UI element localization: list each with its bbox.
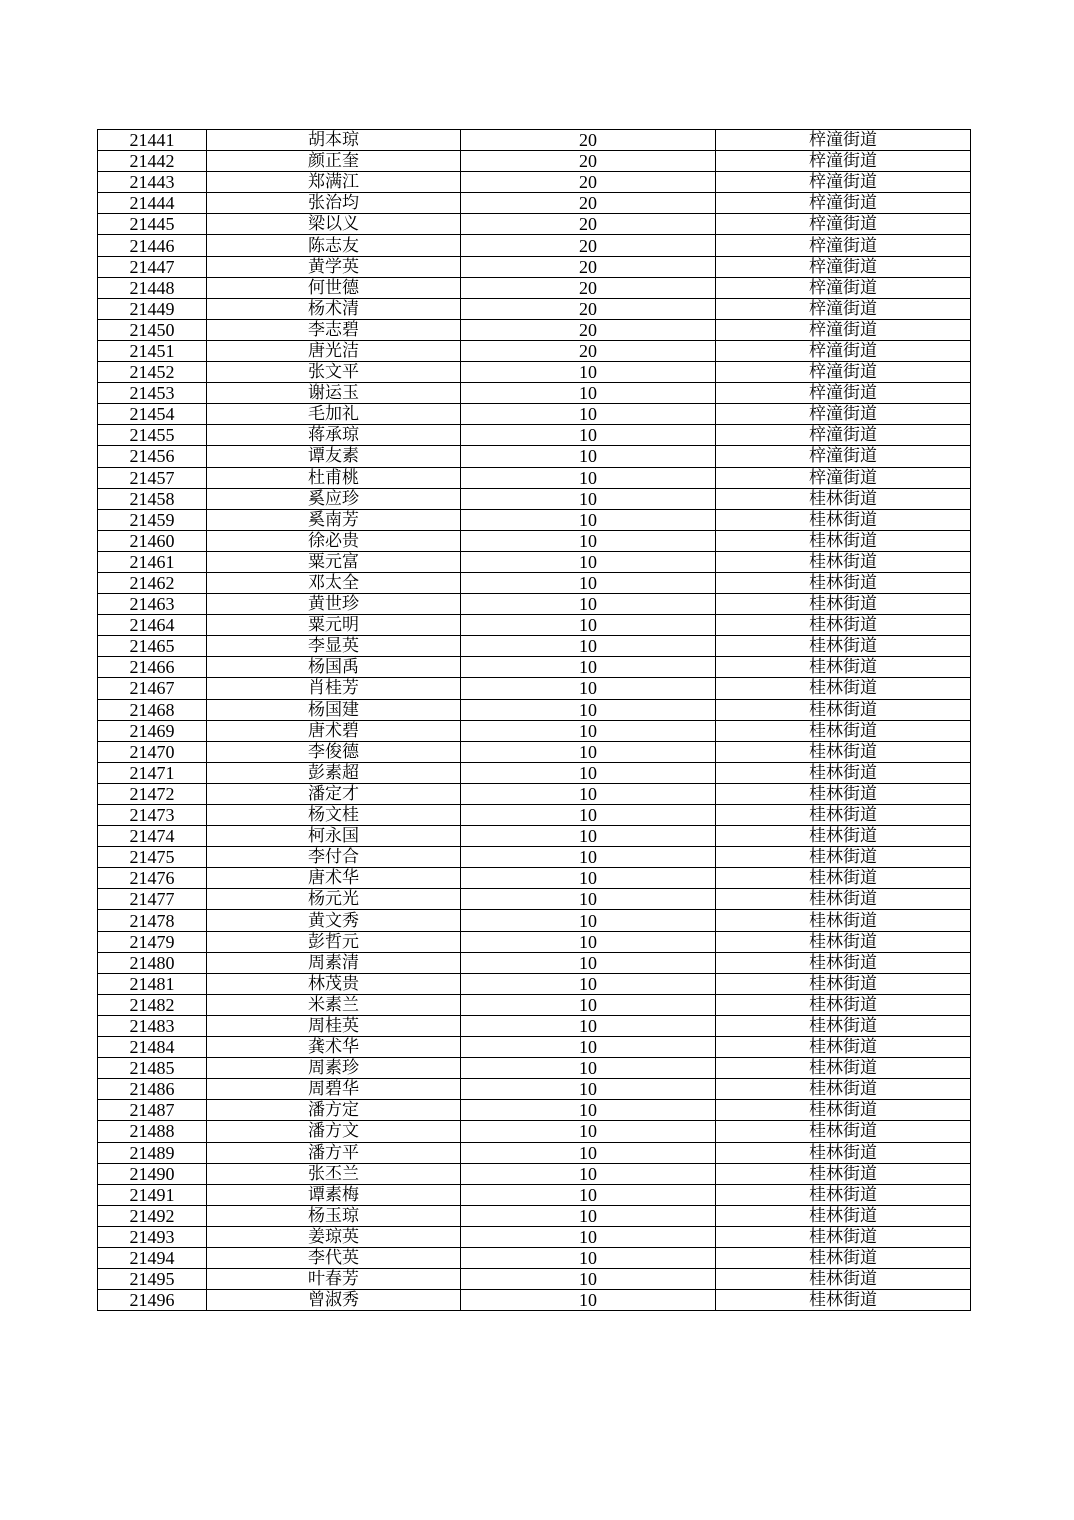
cell-amount: 20 — [461, 151, 716, 172]
cell-serial-number: 21496 — [98, 1290, 207, 1311]
cell-amount: 10 — [461, 762, 716, 783]
cell-name: 粟元富 — [207, 551, 461, 572]
cell-serial-number: 21477 — [98, 889, 207, 910]
cell-serial-number: 21441 — [98, 130, 207, 151]
table-row — [98, 889, 971, 910]
cell-street: 桂林街道 — [716, 699, 971, 720]
cell-amount: 20 — [461, 235, 716, 256]
cell-street: 梓潼街道 — [716, 235, 971, 256]
cell-serial-number: 21457 — [98, 467, 207, 488]
cell-serial-number: 21442 — [98, 151, 207, 172]
cell-name: 蒋承琼 — [207, 425, 461, 446]
cell-street: 梓潼街道 — [716, 151, 971, 172]
cell-name: 谢运玉 — [207, 383, 461, 404]
cell-amount: 10 — [461, 889, 716, 910]
cell-name: 李代英 — [207, 1247, 461, 1268]
cell-name: 谭友素 — [207, 446, 461, 467]
cell-serial-number: 21458 — [98, 488, 207, 509]
table-row — [98, 277, 971, 298]
cell-amount: 10 — [461, 636, 716, 657]
cell-serial-number: 21494 — [98, 1247, 207, 1268]
cell-amount: 20 — [461, 130, 716, 151]
cell-street: 桂林街道 — [716, 952, 971, 973]
table-row — [98, 383, 971, 404]
cell-name: 杜甫桃 — [207, 467, 461, 488]
cell-serial-number: 21452 — [98, 362, 207, 383]
cell-serial-number: 21473 — [98, 805, 207, 826]
cell-amount: 20 — [461, 340, 716, 361]
cell-name: 黄文秀 — [207, 910, 461, 931]
cell-amount: 10 — [461, 615, 716, 636]
cell-serial-number: 21466 — [98, 657, 207, 678]
cell-street: 桂林街道 — [716, 1184, 971, 1205]
table-row — [98, 1290, 971, 1311]
cell-serial-number: 21475 — [98, 847, 207, 868]
cell-serial-number: 21455 — [98, 425, 207, 446]
cell-name: 龚术华 — [207, 1037, 461, 1058]
cell-street: 桂林街道 — [716, 636, 971, 657]
cell-serial-number: 21491 — [98, 1184, 207, 1205]
cell-street: 桂林街道 — [716, 1142, 971, 1163]
cell-name: 杨文桂 — [207, 805, 461, 826]
cell-street: 梓潼街道 — [716, 298, 971, 319]
table-row — [98, 1142, 971, 1163]
cell-amount: 10 — [461, 1226, 716, 1247]
table-row — [98, 1015, 971, 1036]
table-row — [98, 1100, 971, 1121]
cell-amount: 10 — [461, 868, 716, 889]
cell-street: 梓潼街道 — [716, 277, 971, 298]
cell-amount: 10 — [461, 783, 716, 804]
table-row — [98, 910, 971, 931]
cell-amount: 10 — [461, 1290, 716, 1311]
table-row — [98, 636, 971, 657]
cell-serial-number: 21479 — [98, 931, 207, 952]
cell-street: 桂林街道 — [716, 1058, 971, 1079]
table-row — [98, 298, 971, 319]
cell-amount: 10 — [461, 551, 716, 572]
table-row — [98, 172, 971, 193]
cell-street: 桂林街道 — [716, 741, 971, 762]
cell-street: 桂林街道 — [716, 973, 971, 994]
cell-serial-number: 21462 — [98, 572, 207, 593]
table-row — [98, 1269, 971, 1290]
cell-name: 黄学英 — [207, 256, 461, 277]
cell-amount: 10 — [461, 425, 716, 446]
cell-amount: 10 — [461, 1269, 716, 1290]
cell-serial-number: 21463 — [98, 594, 207, 615]
cell-serial-number: 21443 — [98, 172, 207, 193]
table-row — [98, 994, 971, 1015]
cell-serial-number: 21490 — [98, 1163, 207, 1184]
cell-street: 桂林街道 — [716, 1226, 971, 1247]
cell-street: 桂林街道 — [716, 868, 971, 889]
cell-serial-number: 21449 — [98, 298, 207, 319]
cell-street: 桂林街道 — [716, 762, 971, 783]
cell-amount: 10 — [461, 362, 716, 383]
cell-name: 张治均 — [207, 193, 461, 214]
cell-street: 桂林街道 — [716, 1247, 971, 1268]
cell-amount: 20 — [461, 256, 716, 277]
cell-serial-number: 21481 — [98, 973, 207, 994]
cell-street: 桂林街道 — [716, 805, 971, 826]
cell-street: 桂林街道 — [716, 1269, 971, 1290]
cell-street: 桂林街道 — [716, 720, 971, 741]
cell-street: 桂林街道 — [716, 1015, 971, 1036]
cell-name: 杨玉琼 — [207, 1205, 461, 1226]
cell-serial-number: 21456 — [98, 446, 207, 467]
cell-street: 桂林街道 — [716, 783, 971, 804]
cell-name: 李付合 — [207, 847, 461, 868]
table-row — [98, 805, 971, 826]
cell-name: 邓太全 — [207, 572, 461, 593]
cell-name: 唐光洁 — [207, 340, 461, 361]
cell-name: 梁以义 — [207, 214, 461, 235]
cell-street: 桂林街道 — [716, 1100, 971, 1121]
table-row — [98, 783, 971, 804]
cell-name: 周碧华 — [207, 1079, 461, 1100]
cell-name: 曾淑秀 — [207, 1290, 461, 1311]
cell-amount: 10 — [461, 509, 716, 530]
cell-name: 杨术清 — [207, 298, 461, 319]
cell-street: 桂林街道 — [716, 594, 971, 615]
table-row — [98, 973, 971, 994]
cell-name: 潘方文 — [207, 1121, 461, 1142]
table-body — [98, 130, 971, 1311]
cell-amount: 20 — [461, 193, 716, 214]
cell-serial-number: 21469 — [98, 720, 207, 741]
table-row — [98, 488, 971, 509]
cell-name: 杨国建 — [207, 699, 461, 720]
table-row — [98, 530, 971, 551]
cell-name: 唐术碧 — [207, 720, 461, 741]
cell-serial-number: 21468 — [98, 699, 207, 720]
cell-name: 彭素超 — [207, 762, 461, 783]
table-row — [98, 762, 971, 783]
cell-amount: 20 — [461, 277, 716, 298]
cell-name: 陈志友 — [207, 235, 461, 256]
cell-amount: 10 — [461, 1205, 716, 1226]
cell-street: 桂林街道 — [716, 678, 971, 699]
cell-amount: 10 — [461, 931, 716, 952]
cell-street: 桂林街道 — [716, 994, 971, 1015]
cell-amount: 20 — [461, 319, 716, 340]
table-row — [98, 720, 971, 741]
cell-serial-number: 21472 — [98, 783, 207, 804]
cell-street: 梓潼街道 — [716, 319, 971, 340]
cell-serial-number: 21460 — [98, 530, 207, 551]
cell-amount: 10 — [461, 404, 716, 425]
cell-name: 李显英 — [207, 636, 461, 657]
cell-serial-number: 21447 — [98, 256, 207, 277]
cell-amount: 10 — [461, 678, 716, 699]
cell-serial-number: 21487 — [98, 1100, 207, 1121]
cell-street: 桂林街道 — [716, 551, 971, 572]
cell-serial-number: 21483 — [98, 1015, 207, 1036]
cell-amount: 10 — [461, 594, 716, 615]
cell-amount: 10 — [461, 572, 716, 593]
cell-amount: 10 — [461, 741, 716, 762]
cell-amount: 10 — [461, 446, 716, 467]
cell-name: 李俊德 — [207, 741, 461, 762]
cell-serial-number: 21454 — [98, 404, 207, 425]
cell-serial-number: 21474 — [98, 826, 207, 847]
cell-amount: 10 — [461, 805, 716, 826]
table-row — [98, 319, 971, 340]
cell-serial-number: 21488 — [98, 1121, 207, 1142]
cell-serial-number: 21484 — [98, 1037, 207, 1058]
table-row — [98, 847, 971, 868]
table-row — [98, 572, 971, 593]
table-row — [98, 256, 971, 277]
table-row — [98, 551, 971, 572]
cell-street: 桂林街道 — [716, 530, 971, 551]
table-row — [98, 952, 971, 973]
cell-amount: 10 — [461, 1015, 716, 1036]
cell-amount: 10 — [461, 467, 716, 488]
cell-serial-number: 21492 — [98, 1205, 207, 1226]
cell-serial-number: 21467 — [98, 678, 207, 699]
cell-street: 桂林街道 — [716, 931, 971, 952]
cell-name: 叶春芳 — [207, 1269, 461, 1290]
table-row — [98, 193, 971, 214]
cell-amount: 10 — [461, 1184, 716, 1205]
cell-street: 梓潼街道 — [716, 404, 971, 425]
cell-serial-number: 21464 — [98, 615, 207, 636]
table-row — [98, 594, 971, 615]
cell-serial-number: 21444 — [98, 193, 207, 214]
cell-name: 毛加礼 — [207, 404, 461, 425]
cell-name: 何世德 — [207, 277, 461, 298]
cell-name: 粟元明 — [207, 615, 461, 636]
cell-serial-number: 21459 — [98, 509, 207, 530]
cell-street: 梓潼街道 — [716, 172, 971, 193]
cell-serial-number: 21451 — [98, 340, 207, 361]
cell-amount: 10 — [461, 1163, 716, 1184]
cell-street: 桂林街道 — [716, 826, 971, 847]
cell-serial-number: 21486 — [98, 1079, 207, 1100]
cell-amount: 10 — [461, 383, 716, 404]
cell-amount: 20 — [461, 298, 716, 319]
cell-street: 桂林街道 — [716, 488, 971, 509]
cell-name: 奚南芳 — [207, 509, 461, 530]
cell-street: 桂林街道 — [716, 657, 971, 678]
cell-street: 桂林街道 — [716, 847, 971, 868]
cell-name: 郑满江 — [207, 172, 461, 193]
cell-street: 桂林街道 — [716, 910, 971, 931]
table-row — [98, 868, 971, 889]
table-row — [98, 151, 971, 172]
cell-name: 林茂贵 — [207, 973, 461, 994]
table-row — [98, 741, 971, 762]
cell-amount: 10 — [461, 826, 716, 847]
cell-name: 奚应珍 — [207, 488, 461, 509]
table-row — [98, 130, 971, 151]
cell-amount: 20 — [461, 214, 716, 235]
cell-amount: 10 — [461, 1100, 716, 1121]
cell-amount: 10 — [461, 1079, 716, 1100]
cell-street: 桂林街道 — [716, 1163, 971, 1184]
cell-serial-number: 21461 — [98, 551, 207, 572]
cell-amount: 10 — [461, 994, 716, 1015]
cell-name: 谭素梅 — [207, 1184, 461, 1205]
table-row — [98, 362, 971, 383]
cell-name: 柯永国 — [207, 826, 461, 847]
cell-name: 周桂英 — [207, 1015, 461, 1036]
cell-serial-number: 21446 — [98, 235, 207, 256]
cell-name: 杨元光 — [207, 889, 461, 910]
cell-serial-number: 21476 — [98, 868, 207, 889]
table-row — [98, 214, 971, 235]
cell-serial-number: 21485 — [98, 1058, 207, 1079]
cell-street: 梓潼街道 — [716, 214, 971, 235]
cell-street: 梓潼街道 — [716, 467, 971, 488]
cell-amount: 10 — [461, 1142, 716, 1163]
table-row — [98, 826, 971, 847]
cell-serial-number: 21489 — [98, 1142, 207, 1163]
cell-street: 梓潼街道 — [716, 383, 971, 404]
cell-amount: 10 — [461, 1037, 716, 1058]
cell-street: 桂林街道 — [716, 889, 971, 910]
cell-street: 桂林街道 — [716, 1290, 971, 1311]
cell-street: 梓潼街道 — [716, 340, 971, 361]
cell-amount: 10 — [461, 488, 716, 509]
cell-amount: 10 — [461, 657, 716, 678]
table-row — [98, 678, 971, 699]
cell-street: 桂林街道 — [716, 1205, 971, 1226]
table-row — [98, 1163, 971, 1184]
cell-name: 彭哲元 — [207, 931, 461, 952]
table-row — [98, 699, 971, 720]
cell-amount: 10 — [461, 952, 716, 973]
table-row — [98, 509, 971, 530]
cell-street: 梓潼街道 — [716, 256, 971, 277]
cell-name: 姜琼英 — [207, 1226, 461, 1247]
cell-street: 梓潼街道 — [716, 130, 971, 151]
cell-name: 周素珍 — [207, 1058, 461, 1079]
table-row — [98, 1205, 971, 1226]
cell-amount: 10 — [461, 1121, 716, 1142]
cell-name: 颜正奎 — [207, 151, 461, 172]
cell-amount: 10 — [461, 699, 716, 720]
cell-serial-number: 21445 — [98, 214, 207, 235]
cell-serial-number: 21482 — [98, 994, 207, 1015]
cell-name: 肖桂芳 — [207, 678, 461, 699]
cell-amount: 10 — [461, 1058, 716, 1079]
cell-street: 梓潼街道 — [716, 362, 971, 383]
cell-name: 潘方定 — [207, 1100, 461, 1121]
table-row — [98, 340, 971, 361]
table-row — [98, 1247, 971, 1268]
cell-serial-number: 21471 — [98, 762, 207, 783]
cell-serial-number: 21493 — [98, 1226, 207, 1247]
cell-amount: 20 — [461, 172, 716, 193]
table-row — [98, 1037, 971, 1058]
cell-street: 桂林街道 — [716, 509, 971, 530]
cell-amount: 10 — [461, 1247, 716, 1268]
cell-street: 桂林街道 — [716, 1037, 971, 1058]
cell-serial-number: 21453 — [98, 383, 207, 404]
cell-serial-number: 21465 — [98, 636, 207, 657]
cell-serial-number: 21450 — [98, 319, 207, 340]
data-table — [97, 129, 971, 1311]
table-row — [98, 235, 971, 256]
cell-name: 李志碧 — [207, 319, 461, 340]
cell-serial-number: 21470 — [98, 741, 207, 762]
table-row — [98, 1226, 971, 1247]
table-row — [98, 404, 971, 425]
cell-serial-number: 21495 — [98, 1269, 207, 1290]
table-row — [98, 446, 971, 467]
cell-name: 唐术华 — [207, 868, 461, 889]
table-row — [98, 425, 971, 446]
table-row — [98, 657, 971, 678]
table-row — [98, 467, 971, 488]
cell-name: 张文平 — [207, 362, 461, 383]
cell-name: 张丕兰 — [207, 1163, 461, 1184]
cell-street: 桂林街道 — [716, 1121, 971, 1142]
cell-street: 桂林街道 — [716, 615, 971, 636]
cell-name: 杨国禹 — [207, 657, 461, 678]
table-row — [98, 615, 971, 636]
cell-serial-number: 21448 — [98, 277, 207, 298]
cell-amount: 10 — [461, 910, 716, 931]
cell-street: 桂林街道 — [716, 572, 971, 593]
cell-street: 梓潼街道 — [716, 446, 971, 467]
cell-name: 黄世珍 — [207, 594, 461, 615]
cell-name: 潘方平 — [207, 1142, 461, 1163]
cell-name: 潘定才 — [207, 783, 461, 804]
cell-amount: 10 — [461, 530, 716, 551]
cell-serial-number: 21480 — [98, 952, 207, 973]
table-row — [98, 931, 971, 952]
table-row — [98, 1058, 971, 1079]
cell-name: 周素清 — [207, 952, 461, 973]
cell-amount: 10 — [461, 720, 716, 741]
cell-amount: 10 — [461, 973, 716, 994]
cell-serial-number: 21478 — [98, 910, 207, 931]
table-row — [98, 1079, 971, 1100]
cell-street: 桂林街道 — [716, 1079, 971, 1100]
cell-street: 梓潼街道 — [716, 425, 971, 446]
cell-amount: 10 — [461, 847, 716, 868]
cell-name: 徐必贵 — [207, 530, 461, 551]
table-row — [98, 1184, 971, 1205]
cell-name: 米素兰 — [207, 994, 461, 1015]
cell-name: 胡本琼 — [207, 130, 461, 151]
table-row — [98, 1121, 971, 1142]
cell-street: 梓潼街道 — [716, 193, 971, 214]
